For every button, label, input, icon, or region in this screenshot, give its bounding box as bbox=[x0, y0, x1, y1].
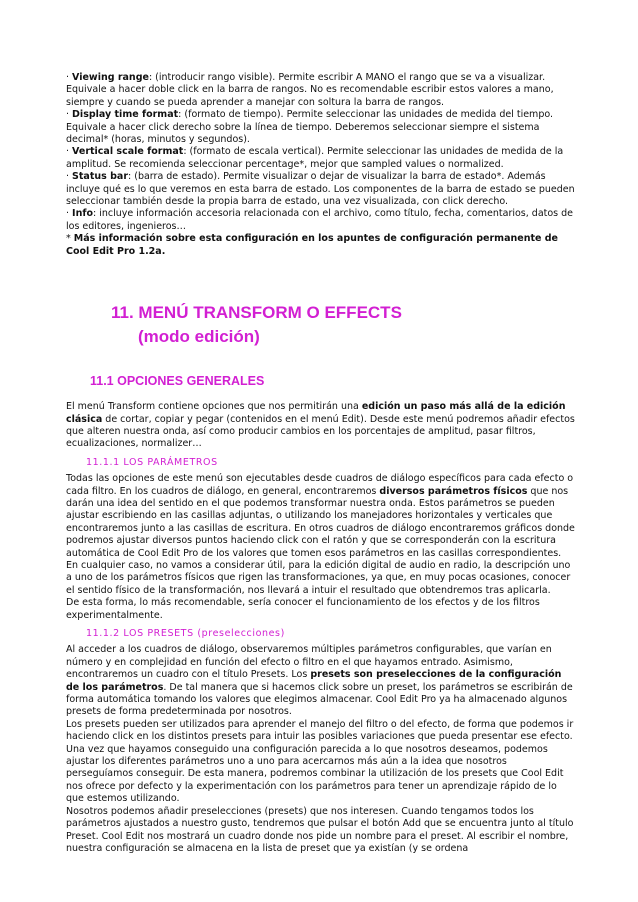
section-heading: 11.1 OPCIONES GENERALES bbox=[90, 374, 265, 389]
parametros-paragraph-1: Todas las opciones de este menú son ejecutables desde cuadros de diálogo específicos para cada efecto o cada filtro. En los cuadros de diálogo, en general, encontraremos diversos parámetros físicos que nos darán una idea del sentido en el que podemos transformar nuestra onda. Estos parámetros se pueden ajustar escribiendo en las casillas adjuntas, o utilizando los manejadores horizontales y verticales que encontraremos junto a las casillas de escritura. En otros cuadros de diálogo encontraremos gráficos donde podremos ajustar diversos puntos haciendo click con el ratón y que se corresponderán con la escritura automática de Cool Edit Pro de los valores que tomen esos parámetros en las casillas correspondientes. bbox=[66, 473, 575, 559]
subsection-heading-parametros: 11.1.1 LOS PARÁMETROS bbox=[86, 456, 218, 468]
more-info-note: * Más información sobre esta configuración en los apuntes de configuración permanente de Cool Edit Pro 1.2a. bbox=[66, 233, 558, 257]
parametros-paragraph-2: En cualquier caso, no vamos a considerar útil, para la edición digital de audio en radio, la descripción uno a uno de los parámetros físicos que rigen las transformaciones, ya que, en muy pocas ocasiones, conocer el sentido físico de la transformación, nos llevará a intuir el resultado que obtendremos tras aplicarla. bbox=[66, 559, 571, 596]
presets-paragraph-1: Al acceder a los cuadros de diálogo, observaremos múltiples parámetros configurables, que varían en número y en complejidad en función del efecto o filtro en el que hayamos entrado. Asimismo, encontraremos un cuadro con el título Presets. Los presets son preselecciones de la configuración de los parámetros. De tal manera que si hacemos click sobre un preset, los parámetros se escribirán de forma automática tomando los valores que elegimos almacenar. Cool Edit Pro ya ha almacenado algunos presets de forma predeterminada por nosotros. bbox=[66, 644, 573, 718]
status-bar-item: · Status bar: (barra de estado). Permite visualizar o dejar de visualizar la barra de estado*. Además incluye qué es lo que veremos en esta barra de estado. Los componentes de la barra de estado se pueden seleccionar también desde la propia barra de estado, una vez visualizada, con click derecho. bbox=[66, 171, 575, 208]
info-item: · Info: incluye información accesoria relacionada con el archivo, como título, fecha, comentarios, datos de los editores, ingenieros… bbox=[66, 208, 574, 232]
chapter-subheading: (modo edición) bbox=[138, 327, 260, 347]
viewing-range-item: · Viewing range: (introducir rango visible). Permite escribir A MANO el rango que se va a visualizar. Equivale a hacer doble click en la barra de rangos. No es recomendable escribir estos valores a mano, siempre y cuando se pueda aprender a manejar con soltura la barra de rangos. bbox=[66, 72, 554, 108]
subsection-heading-presets: 11.1.2 LOS PRESETS (preselecciones) bbox=[86, 628, 285, 639]
intro-paragraph: El menú Transform contiene opciones que nos permitirán una edición un paso más allá de la edición clásica de cortar, copiar y pegar (contenidos en el menú Edit). Desde este menú podremos añadir efectos que alteren nuestra onda, así como producir cambios en los porcentajes de amplitud, pasar filtros, ecualizaciones, normalizer… bbox=[66, 401, 575, 450]
viewing-range-term: Viewing range bbox=[72, 72, 149, 83]
vertical-scale-format-item: · Vertical scale format: (formato de escala vertical). Permite seleccionar las unidades de medida de la amplitud. Se recomienda seleccionar percentage*, mejor que sampled values o normalized. bbox=[66, 146, 564, 170]
document-page bbox=[66, 72, 576, 855]
status-bar-term: Status bar bbox=[72, 171, 129, 183]
display-options-list bbox=[66, 72, 576, 258]
display-time-format-item: · Display time format: (formato de tiempo). Permite seleccionar las unidades de medida del tiempo. Equivale a hacer click derecho sobre la línea de tiempo. Deberemos seleccionar siempre el sistema decimal* (horas, minutos y segundos). bbox=[66, 109, 554, 146]
chapter-heading: 11. MENÚ TRANSFORM O EFFECTS bbox=[111, 303, 402, 323]
parametros-paragraph-3: De esta forma, lo más recomendable, sería conocer el funcionamiento de los efectos y de los filtros experimentalmente. bbox=[66, 597, 540, 621]
display-time-format-term: Display time format bbox=[72, 109, 179, 121]
presets-paragraph-3: Nosotros podemos añadir preselecciones (presets) que nos interesen. Cuando tengamos todos los parámetros ajustados a nuestro gusto, tendremos que pulsar el botón Add que se encuentra junto al título Preset. Cool Edit nos mostrará un cuadro donde nos pide un nombre para el preset. Al escribir el nombre, nuestra configuración se almacena en la lista de preset que ya existían (y se ordena bbox=[66, 805, 574, 854]
vertical-scale-format-term: Vertical scale format bbox=[72, 146, 184, 158]
presets-paragraph-2: Los presets pueden ser utilizados para aprender el manejo del filtro o del efecto, de forma que podemos ir haciendo click en los distintos presets para intuir las posibles variaciones que pueda presentar ese efecto. Una vez que hayamos conseguido una configuración parecida a lo que nosotros deseamos, podemos ajustar los diferentes parámetros uno a uno para acercarnos más aún a la idea que nosotros perseguíamos conseguir. De esta manera, podremos combinar la utilización de los presets que Cool Edit nos ofrece por defecto y la experimentación con los parámetros para tener un aprendizaje rápido de lo que estemos utilizando. bbox=[66, 718, 574, 805]
info-term: Info bbox=[72, 208, 94, 220]
